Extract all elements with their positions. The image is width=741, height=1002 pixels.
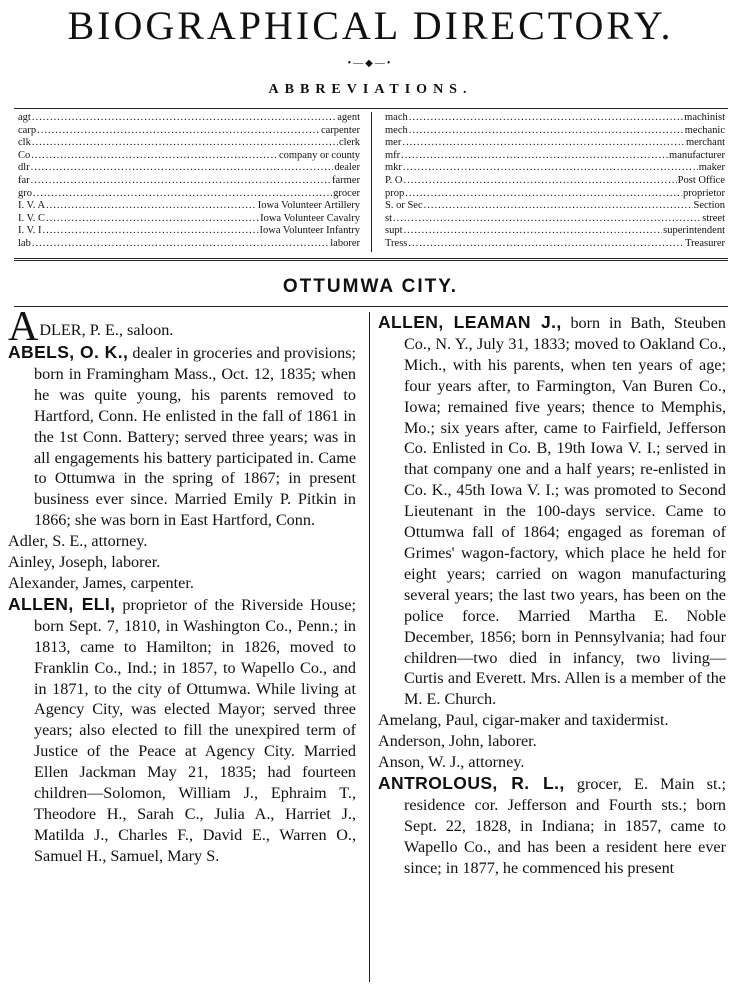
abbreviation-key: supt [385,225,403,237]
abbreviation-value: Post Office [677,174,725,186]
directory-right-column [378,312,726,878]
entry-text: proprietor of the Riverside House; born Sept. 7, 1810, in Washington Co., Penn.; in 1813, came to Hamilton; in 1826, moved to Franklin Co., Ind.; in 1857, to Wapello Co., and in 1871, to the city of Ottumwa. While living at Agency City, was elected Mayor; served three years; also elected to fill the unexpired term of Justice of the Peace at Agency City. Married Ellen Jackman May 21, 1835; had fourteen children—Solomon, William J., Ephraim T., Theodore H., Sarah C., Julia A., Harriet J., Matilda J., Charles F., David E., Warren O., Samuel H., Samuel, Mary S. [34,595,356,865]
abbreviation-row [18,150,360,163]
abbreviation-value: company or county [278,149,360,161]
abbreviation-key: mach [385,112,408,123]
leader-dots [405,188,682,201]
abbreviation-key: gro [18,187,32,199]
abbreviation-value: clerk [339,137,360,149]
abbreviation-value: laborer [330,237,360,249]
entry-text: Ainley, Joseph, laborer. [8,553,161,572]
leader-dots [401,150,668,163]
leader-dots [409,125,684,138]
abbreviation-key: dlr [18,162,30,174]
directory-entry [8,594,356,867]
entry-text: Alexander, James, carpenter. [8,573,194,592]
leader-dots [32,238,329,251]
entry-name: ALLEN, ELI, [8,593,116,614]
abbreviation-row [18,225,360,238]
abbreviation-key: carp [18,124,37,136]
directory-entry [378,710,726,731]
abbreviations-right-column [385,112,725,251]
directory-left-column [8,304,356,867]
abbreviations-bottom-rule [14,258,728,261]
directory-entry [378,312,726,710]
abbreviation-key: far [18,174,30,186]
leader-dots [31,162,334,175]
directory-entry [8,304,356,350]
leader-dots [46,213,259,226]
section-rule [14,306,728,307]
abbreviation-value: dealer [334,162,360,174]
abbreviation-value: proprietor [683,187,725,199]
leader-dots [32,137,338,150]
directory-entry [8,552,356,573]
abbreviation-row [385,125,725,138]
top-rule [14,108,728,109]
abbreviation-key: I. V. C [18,212,46,224]
abbreviation-key: prop [385,187,405,199]
directory-entry [8,531,356,552]
leader-dots [393,213,701,226]
abbreviation-value: farmer [332,174,360,186]
leader-dots [402,137,685,150]
abbreviation-row [385,162,725,175]
page-title: BIOGRAPHICAL DIRECTORY. [67,3,674,48]
abbreviation-key: Co [18,149,31,161]
abbreviations-left-column [18,112,360,251]
abbreviation-key: mer [385,137,402,149]
abbreviation-value: manufacturer [669,149,725,161]
leader-dots [424,200,693,213]
leader-dots [37,125,320,138]
abbreviation-row [18,200,360,213]
abbreviation-row [385,175,725,188]
leader-dots [409,112,683,125]
entry-text: Amelang, Paul, cigar-maker and taxidermist. [378,711,669,730]
abbreviation-row [385,213,725,226]
abbreviation-value: Iowa Volunteer Infantry [259,225,360,237]
leader-dots [33,188,332,201]
leader-dots [403,162,698,175]
ornament: •—◆—• [347,58,393,69]
leader-dots [32,112,336,125]
abbreviation-key: st [385,212,393,224]
abbreviation-row [18,188,360,201]
abbreviation-key: clk [18,137,31,149]
abbreviation-value: Treasurer [685,237,725,249]
leader-dots [43,225,259,238]
leader-dots [404,175,677,188]
entry-text: dealer in groceries and provisions; born in Framingham Mass., Oct. 12, 1835; when he was quite young, his parents removed to Hartford, Conn. He enlisted in the fall of 1861 in the 1st Conn. Battery; served three years; was in all engagements his battery participated in. Came to Ottumwa in the spring of 1867; in present business ever since. Married Emily P. Pitkin in 1866; she was born in East Hartford, Conn. [34,344,356,530]
abbreviation-key: mkr [385,162,402,174]
leader-dots [404,225,663,238]
directory-entry [8,342,356,531]
abbreviation-value: Iowa Volunteer Artillery [257,200,360,212]
abbreviation-value: Section [693,200,725,212]
abbreviation-row [18,213,360,226]
abbreviation-row [385,225,725,238]
directory-entry [378,731,726,752]
abbreviation-value: Iowa Volunteer Cavalry [260,212,360,224]
abbreviation-row [385,112,725,125]
entry-text: born in Bath, Steuben Co., N. Y., July 31, 1833; moved to Oakland Co., Mich., with his parents, when ten years of age; four years after, to Farmington, Van Buren Co., Iowa; remained five years; thence to Memphis, Mo.; six years after, came to Fairfield, Jefferson Co. Enlisted in Co. B, 19th Iowa V. I.; served in that company one and a half years; re-enlisted in Co. K., 45th Iowa V. I.; was promoted to Second Lieutenant in the 100-days service. Came to Ottumwa fall of 1864; engaged as foreman of Grimes' wagon-factory, which place he held for eight years; carried on wagon manufacturing several years; the last two years, has been on the police force. Married Martha E. Noble December, 1856; born in Pennsylvania; had four children—two died in infancy, two living—Curtis and Everett. Mrs. Allen is a member of the M. E. Church. [404,314,726,709]
directory-entry [8,573,356,594]
drop-cap: A [8,304,39,350]
abbreviation-key: S. or Sec [385,200,423,212]
abbreviation-row [385,188,725,201]
abbreviation-row [18,112,360,125]
abbreviation-value: superintendent [663,225,725,237]
entry-name: ANTROLOUS, R. L., [378,772,565,793]
abbreviation-value: grocer [333,187,360,199]
abbreviation-key: P. O [385,174,403,186]
abbreviations-heading: ABBREVIATIONS. [268,82,473,97]
abbreviation-row [18,175,360,188]
abbreviation-value: agent [337,112,360,123]
directory-entry [378,773,726,879]
abbreviation-value: carpenter [320,124,360,136]
abbreviation-key: I. V. A [18,200,46,212]
entry-text: DLER, P. E., saloon. [39,321,174,339]
abbreviation-key: lab [18,237,31,249]
entry-text: Adler, S. E., attorney. [8,532,148,551]
abbreviation-key: mfr [385,149,401,161]
abbreviation-value: mechanic [684,124,725,136]
abbreviation-row [385,200,725,213]
abbreviation-row [385,238,725,251]
abbreviation-row [385,137,725,150]
abbreviation-row [18,162,360,175]
abbreviation-value: machinist [684,112,725,123]
abbreviation-value: street [702,212,725,224]
abbreviation-value: maker [698,162,725,174]
section-heading: OTTUMWA CITY. [282,276,459,297]
leader-dots [31,150,278,163]
entry-text: Anderson, John, laborer. [378,732,537,751]
leader-dots [31,175,331,188]
abbreviation-key: Tress [385,237,408,249]
abbreviation-row [385,150,725,163]
entry-name: ABELS, O. K., [8,342,129,362]
leader-dots [46,200,257,213]
abbreviation-key: mech [385,124,408,136]
abbreviation-row [18,238,360,251]
directory-entry [378,752,726,773]
entry-text: Anson, W. J., attorney. [378,753,525,772]
column-divider [369,312,370,982]
abbreviations-divider [371,112,372,252]
abbreviation-key: I. V. I [18,225,42,237]
abbreviation-key: agt [18,112,31,123]
entry-text: grocer, E. Main st.; residence cor. Jefferson and Fourth sts.; born Sept. 22, 1828, in Indiana; in 1857, came to Wapello Co., and has been a resident here ever since; in 1877, he commenced his present [404,774,726,877]
abbreviation-row [18,125,360,138]
entry-name: ALLEN, LEAMAN J., [378,312,562,332]
abbreviation-row [18,137,360,150]
abbreviation-value: merchant [685,137,725,149]
leader-dots [408,238,684,251]
